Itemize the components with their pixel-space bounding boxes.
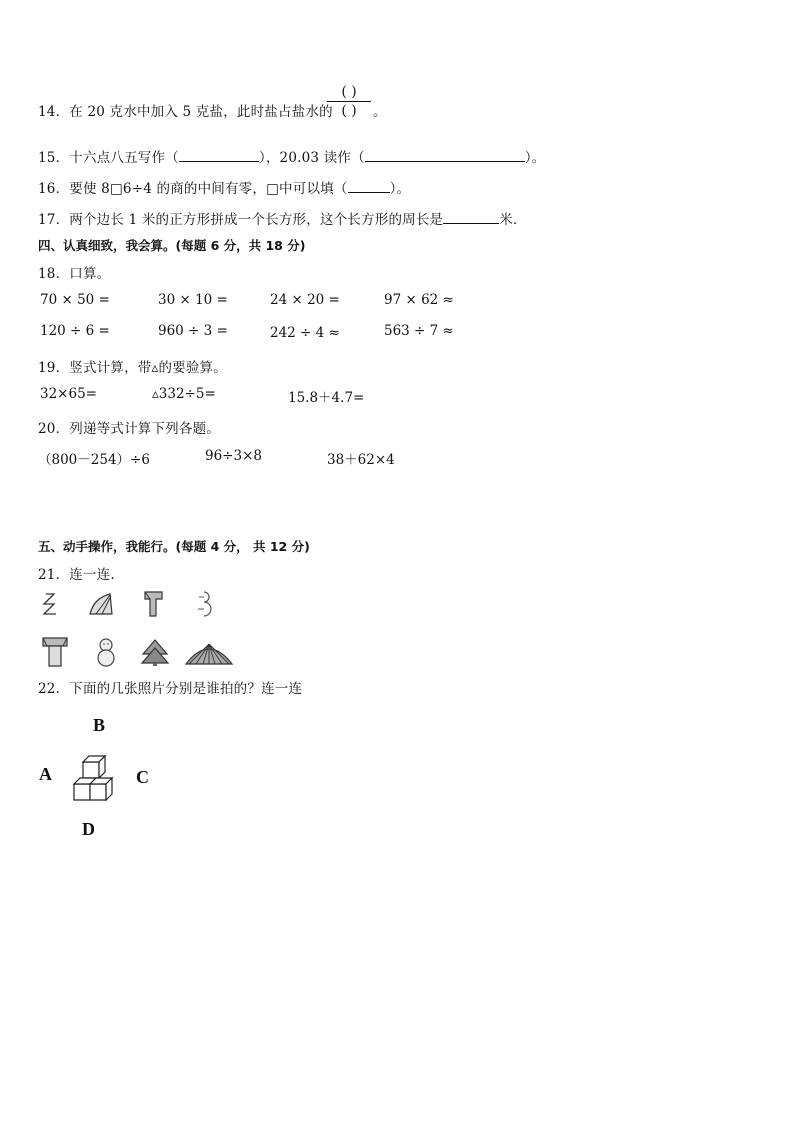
snowman-object-icon	[94, 636, 118, 668]
fraction-bar	[327, 101, 371, 102]
question-22-label: 22．下面的几张照片分别是谁拍的？连一连	[38, 681, 303, 697]
house-side-view-icon	[142, 590, 164, 618]
camera-position-c: C	[136, 767, 149, 787]
question-15-text-c: ）。	[524, 150, 546, 166]
question-16-text-a: 16．要使 8□6÷4 的商的中间有零，□中可以填（	[38, 181, 348, 197]
umbrella-object-icon	[184, 640, 234, 666]
oral-calc-item: 70 × 50 =	[40, 292, 110, 308]
question-17	[38, 208, 527, 228]
question-19-label: 19．竖式计算，带▵的要验算。	[38, 360, 227, 376]
stepwise-calc-item: 96÷3×8	[205, 448, 262, 464]
camera-position-b: B	[93, 715, 106, 735]
umbrella-side-view-icon	[88, 592, 114, 616]
oral-calc-item: 242 ÷ 4 ≈	[270, 325, 340, 341]
question-14-end: 。	[373, 104, 387, 120]
question-20-label: 20．列递等式计算下列各题。	[38, 421, 220, 437]
question-17-text-b: 米．	[499, 212, 527, 228]
vertical-calc-item: 32×65=	[40, 386, 97, 402]
question-17-text-a: 17．两个边长 1 米的正方形拼成一个长方形，这个长方形的周长是	[38, 212, 444, 228]
question-15	[38, 146, 545, 166]
vertical-calc-item: ▵332÷5=	[152, 386, 216, 402]
section-heading-5: 五、动手操作，我能行。(每题 4 分， 共 12 分)	[38, 539, 310, 554]
snowman-side-view-icon	[196, 590, 212, 618]
partial-view-zigzag-icon	[40, 592, 58, 616]
camera-position-d: D	[82, 819, 95, 839]
answer-blank[interactable]	[443, 211, 499, 224]
vertical-calc-item: 15.8＋4.7=	[288, 390, 365, 406]
question-15-text-a: 15．十六点八五写作（	[38, 150, 179, 166]
question-15-text-b: ），20.03 读作（	[258, 150, 365, 166]
answer-blank[interactable]	[365, 149, 525, 162]
question-16-text-b: ）。	[389, 181, 411, 197]
oral-calc-item: 563 ÷ 7 ≈	[384, 323, 454, 339]
camera-position-a: A	[39, 764, 52, 784]
question-18-label: 18．口算。	[38, 266, 111, 282]
question-16	[38, 177, 410, 197]
stepwise-calc-item: 38＋62×4	[327, 452, 395, 468]
question-14	[38, 100, 333, 120]
house-object-icon	[40, 636, 70, 668]
tree-object-icon	[140, 638, 170, 666]
cube-stack-figure	[70, 750, 120, 808]
section-heading-4: 四、认真细致，我会算。(每题 6 分，共 18 分)	[38, 238, 306, 253]
oral-calc-item: 960 ÷ 3 =	[158, 323, 228, 339]
fraction-denominator-blank[interactable]: ( )	[341, 103, 357, 119]
oral-calc-item: 30 × 10 =	[158, 292, 228, 308]
question-14-text: 14．在 20 克水中加入 5 克盐，此时盐占盐水的	[38, 104, 333, 120]
stepwise-calc-item: （800－254）÷6	[38, 452, 150, 468]
fraction-numerator-blank[interactable]: ( )	[341, 84, 357, 100]
oral-calc-item: 97 × 62 ≈	[384, 292, 454, 308]
oral-calc-item: 24 × 20 =	[270, 292, 340, 308]
answer-blank[interactable]	[348, 180, 390, 193]
question-21-label: 21．连一连.	[38, 567, 115, 583]
oral-calc-item: 120 ÷ 6 =	[40, 323, 110, 339]
question-14-fraction	[327, 84, 371, 119]
answer-blank[interactable]	[179, 149, 259, 162]
